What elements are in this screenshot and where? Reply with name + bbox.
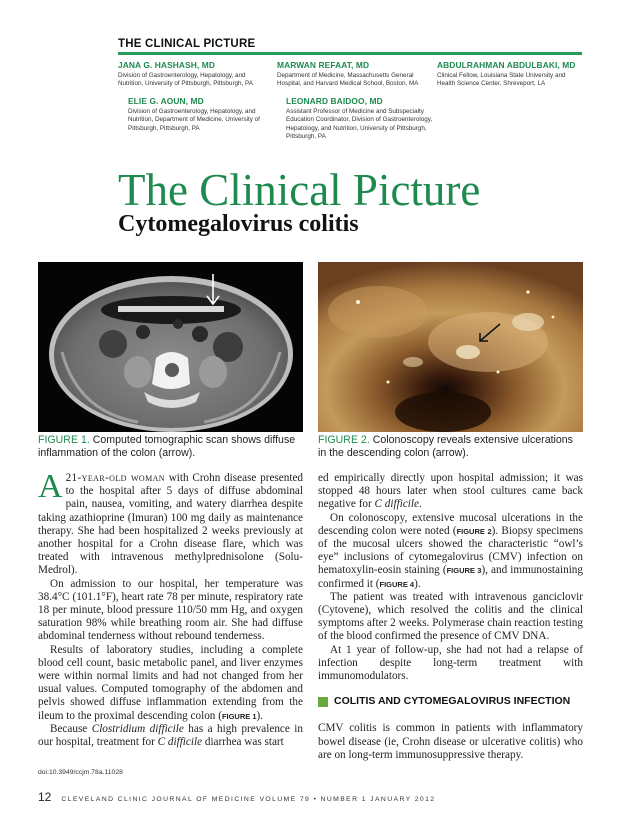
figure-ref: FIGURE 4 xyxy=(379,579,415,589)
paragraph-4-text-d: . xyxy=(418,498,422,511)
author-refaat xyxy=(277,60,429,89)
paragraph-5-text-c: ), and immunostaining confirmed it ( xyxy=(318,564,583,590)
arrow-down-left-icon xyxy=(476,322,502,344)
journal-line: CLEVELAND CLINIC JOURNAL OF MEDICINE VOLUME 79 • NUMBER 1 JANUARY 2012 xyxy=(61,796,436,803)
author-affiliation: Division of Gastroenterology, Hepatology, and Nutrition, Department of Medicine, University of Pittsburgh, Pittsburgh, PA xyxy=(128,108,260,132)
page-title: The Clinical Picture xyxy=(118,165,481,215)
paragraph-2: On admission to our hospital, her temperature was 38.4°C (101.1°F), heart rate 78 per minute, respiratory rate 18 per minute, blood pressure 110/50 mm Hg, and oxygen saturation 98% while breathing room air. She had diffuse abdominal tenderness without rebound tenderness. xyxy=(38,577,303,643)
author-name: ELIE G. AOUN, MD xyxy=(128,96,204,106)
author-name: LEONARD BAIDOO, MD xyxy=(286,96,383,106)
paragraph-8: CMV colitis is common in patients with inflammatory bowel disease (ie, Crohn disease or ulcerative colitis) who are on long-term immunosuppressive therapy. xyxy=(318,722,583,761)
author-name: ABDULRAHMAN ABDULBAKI, MD xyxy=(437,60,576,70)
paragraph-4-text-b: has a high prevalence in our hospital, treatment for xyxy=(38,722,303,749)
paragraph-3-text-b: ). xyxy=(256,709,264,722)
author-affiliation: Division of Gastroenterology, Hepatology, and Nutrition, University of Pittsburgh, Pittsburgh, PA xyxy=(118,72,253,88)
author-name: MARWAN REFAAT, MD xyxy=(277,60,370,70)
author-affiliation: Department of Medicine, Massachusetts General Hospital, and Harvard Medical School, Boston, MA xyxy=(277,72,419,88)
section-subhead xyxy=(318,695,583,708)
figure-2-label: FIGURE 2. xyxy=(318,434,370,446)
figure-2-caption xyxy=(318,434,583,459)
paragraph-7: At 1 year of follow-up, she had not had a relapse of infection despite long-term treatment with immunomodulators. xyxy=(318,643,583,683)
figure-1-caption xyxy=(38,434,303,459)
subhead-square-icon xyxy=(318,697,328,707)
opening-smallcaps: 21-year-old woman xyxy=(65,472,165,484)
paragraph-4-text-c: diarrhea was start xyxy=(202,736,284,749)
doi: doi:10.3949/ccjm.78a.11028 xyxy=(38,769,123,776)
ct-scan-illustration xyxy=(38,262,303,432)
section-label: THE CLINICAL PICTURE xyxy=(118,38,256,50)
figure-1-ct-image xyxy=(38,262,303,432)
section-rule xyxy=(118,52,582,55)
author-affiliation: Clinical Fellow, Louisiana State University and Health Science Center, Shreveport, LA xyxy=(437,72,566,88)
figure-1-caption-text: Computed tomographic scan shows diffuse inflammation of the colon (arrow). xyxy=(38,434,296,459)
author-abdulbaki xyxy=(437,60,585,89)
drop-cap: A xyxy=(38,468,63,505)
author-aoun xyxy=(128,96,276,133)
paragraph-1-text: with Crohn disease presented to the hospital after 5 days of diffuse abdominal pain, nausea, vomiting, and watery diarrhea despite taking azathioprine (Imuran) 100 mg daily as maintenance therapy. She had been hospitalized 2 weeks previously at another hospital for a Crohn disease flare, which was treated with intravenous methylprednisolone (Solu-Medrol). xyxy=(38,472,303,577)
author-baidoo xyxy=(286,96,436,141)
paragraph-5-text-d: ). xyxy=(414,577,421,590)
paragraph-3-text-a: Results of laboratory studies, including a complete blood cell count, basic metabolic panel, and liver enzymes were within normal limits and had not changed from her usual values. Computed tomography of the abdomen and pelvis showed diffuse inflammation extending from the ileum to the proximal descending colon ( xyxy=(38,643,303,722)
figure-ref: FIGURE 3 xyxy=(446,566,482,576)
paragraph-4 xyxy=(38,723,303,749)
paragraph-4-text-a: Because xyxy=(50,722,92,735)
organism-name: C difficile xyxy=(157,736,203,749)
paragraph-5-text-a: On colonoscopy, extensive mucosal ulcerations in the descending colon were noted ( xyxy=(318,511,583,537)
author-affiliation: Assistant Professor of Medicine and Subspecialty Education Coordinator, Division of Gastroenterology, Hepatology, and Nutrition, University of Pittsburgh, Pittsburgh, PA xyxy=(286,108,433,140)
page-subtitle: Cytomegalovirus colitis xyxy=(118,211,359,237)
figure-ref: FIGURE 2 xyxy=(456,526,492,536)
author-name: JANA G. HASHASH, MD xyxy=(118,60,215,70)
paragraph-5 xyxy=(318,512,583,591)
author-hashash xyxy=(118,60,268,89)
body-column-left xyxy=(38,468,303,749)
page-footer xyxy=(38,790,435,804)
figure-2-caption-text: Colonoscopy reveals extensive ulcerations in the descending colon (arrow). xyxy=(318,434,573,459)
colonoscopy-illustration xyxy=(318,262,583,432)
paragraph-4-continued xyxy=(318,472,583,512)
figure-ref: FIGURE 1 xyxy=(221,711,257,721)
subhead-text: COLITIS AND CYTOMEGALOVIRUS INFECTION xyxy=(334,695,571,708)
arrow-down-icon xyxy=(203,272,223,308)
organism-name: Clostridium difficile xyxy=(91,722,184,735)
figure-1-label: FIGURE 1. xyxy=(38,434,90,446)
page-number: 12 xyxy=(38,790,52,804)
paragraph-6: The patient was treated with intravenous ganciclovir (Cytovene), which resolved the colitis and the clinical symptoms after 2 weeks. Polymerase chain reaction testing of the blood confirmed the presence of CMV DNA. xyxy=(318,590,583,643)
organism-name: C difficile xyxy=(374,498,419,511)
paragraph-1 xyxy=(38,468,303,578)
body-column-right xyxy=(318,472,583,762)
figure-2-colonoscopy-image xyxy=(318,262,583,432)
paragraph-5-text-b: ). Biopsy specimens of the mucosal ulcers showed the characteristic “owl’s eye” inclusions of cytomegalovirus (CMV) infection on hematoxylin-eosin staining ( xyxy=(318,524,583,577)
paragraph-4-text-cont: ed empirically directly upon hospital admission; it was stopped 48 hours later when stool cultures came back negative for xyxy=(318,472,583,511)
paragraph-3 xyxy=(38,644,303,723)
